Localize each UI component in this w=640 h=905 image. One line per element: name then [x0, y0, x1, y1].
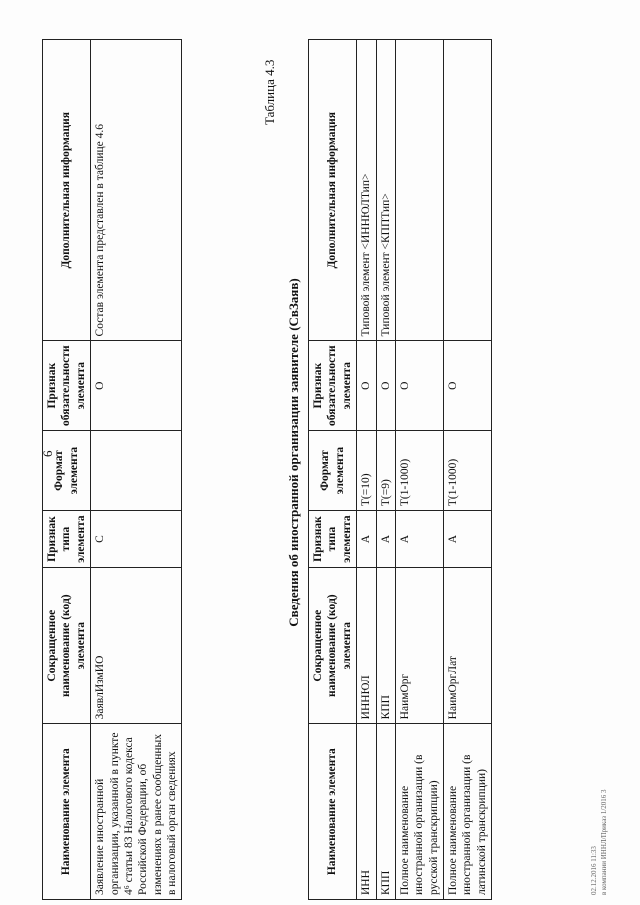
table-cell: О [91, 341, 182, 431]
table-cell: ИННЮЛ [357, 568, 376, 724]
table-cell: КПП [376, 724, 395, 900]
table-cell [444, 40, 492, 341]
table-number: Таблица 4.3 [262, 59, 277, 125]
header-cell: Признак обязательности элемента [309, 341, 357, 431]
table-cell: О [395, 341, 443, 431]
table-header-row [309, 40, 357, 900]
print-stamp [590, 789, 610, 895]
table-cell: О [444, 341, 492, 431]
table-cell: T(=10) [357, 430, 376, 510]
table-cell: А [444, 511, 492, 568]
table-cell: А [395, 511, 443, 568]
header-cell: Формат элемента [43, 430, 91, 510]
header-cell: Сокращенное наименование (код) элемента [43, 568, 91, 724]
table-cell [395, 40, 443, 341]
header-cell: Дополнительная информация [309, 40, 357, 341]
header-cell: Наименование элемента [309, 724, 357, 900]
table-cell: Типовой элемент <ИННЮЛТип> [357, 40, 376, 341]
table-cell: НаимОргЛат [444, 568, 492, 724]
table-cell: ИНН [357, 724, 376, 900]
table-cell [91, 430, 182, 510]
table-cell: А [376, 511, 395, 568]
header-cell: Формат элемента [309, 430, 357, 510]
table-cell: О [357, 341, 376, 431]
table-cell: Полное наименование иностранной организации (в латинской транскрипции) [444, 724, 492, 900]
table-cell: T(=9) [376, 430, 395, 510]
header-cell: Дополнительная информация [43, 40, 91, 341]
table-row [395, 40, 443, 900]
table-cell: А [357, 511, 376, 568]
table-cell: О [376, 341, 395, 431]
header-cell: Признак обязательности элемента [43, 341, 91, 431]
header-cell: Наименование элемента [43, 724, 91, 900]
table-cell: НаимОрг [395, 568, 443, 724]
header-cell: Признак типа элемента [309, 511, 357, 568]
table-cell: Типовой элемент <КППТип> [376, 40, 395, 341]
table-cell: T(1-1000) [444, 430, 492, 510]
elements-table-2 [308, 39, 492, 900]
table-cell: Заявление иностранной организации, указанной в пункте 4⁶ статьи 83 Налогового кодекса Российской Федерации, об изменениях в ранее сообщенных в налоговый орган сведениях [91, 724, 182, 900]
table-title: Сведения об иностранной организации заявителе (СвЗаяв) [286, 278, 301, 627]
table-cell: T(1-1000) [395, 430, 443, 510]
header-cell: Сокращенное наименование (код) элемента [309, 568, 357, 724]
table-row [376, 40, 395, 900]
print-stamp-line: 02.12.2016 11:33 [590, 846, 598, 895]
print-stamp-line: в компании ИННЛ/Приказ 1/2016 3 [599, 789, 608, 895]
table-cell: С [91, 511, 182, 568]
table-header-row [43, 40, 91, 900]
page-number: 6 [40, 450, 55, 457]
elements-table-1 [42, 39, 182, 900]
table-row [357, 40, 376, 900]
table-row [91, 40, 182, 900]
table-cell: ЗаявлИзмИО [91, 568, 182, 724]
table-cell: КПП [376, 568, 395, 724]
table-cell: Состав элемента представлен в таблице 4.6 [91, 40, 182, 341]
header-cell: Признак типа элемента [43, 511, 91, 568]
table-row [444, 40, 492, 900]
table-cell: Полное наименование иностранной организации (в русской транскрипции) [395, 724, 443, 900]
